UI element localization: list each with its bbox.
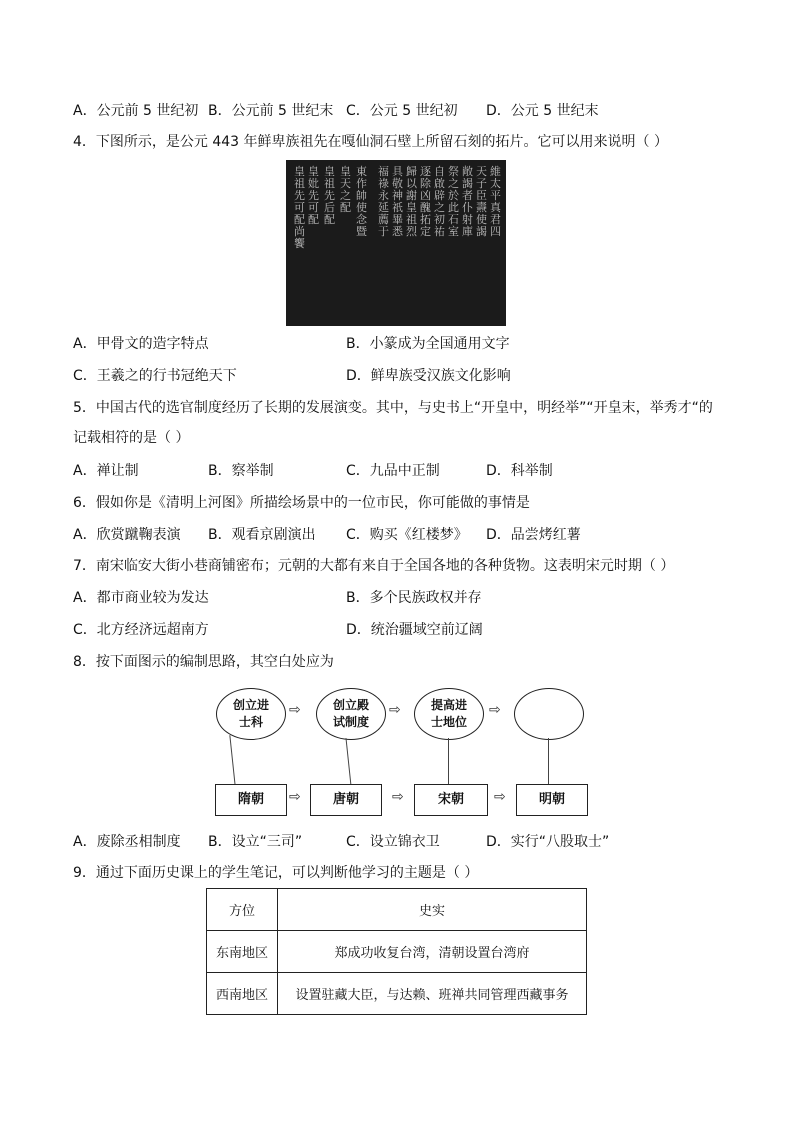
table-header-row — [207, 889, 587, 931]
q4-option-b: B．小篆成为全国通用文字 — [346, 336, 510, 352]
diagram-connector — [448, 738, 449, 786]
diagram-box-ming: 明朝 — [516, 784, 588, 816]
q6-stem: 6．假如你是《清明上河图》所描绘场景中的一位市民，你可能做的事情是 — [73, 495, 530, 511]
arrow-right-icon: ⇨ — [392, 789, 404, 805]
q6-option-b: B．观看京剧演出 — [208, 527, 316, 543]
student-notes-table — [206, 888, 587, 1015]
q7-option-b: B．多个民族政权并存 — [346, 590, 482, 606]
q8-option-c: C．设立锦衣卫 — [346, 834, 440, 850]
diagram-ellipse-3: 提高进士地位 — [414, 688, 484, 740]
q8-option-b: B．设立“三司” — [208, 834, 303, 850]
diagram-connector — [229, 735, 235, 786]
table-header-cell: 方位 — [207, 889, 278, 931]
q9-stem: 9．通过下面历史课上的学生笔记，可以判断他学习的主题是（ ） — [73, 865, 479, 881]
q5-stem-line1: 5．中国古代的选官制度经历了长期的发展演变。其中，与史书上“开皇中，明经举”“开皇末，举秀才“的 — [73, 400, 713, 416]
diagram-ellipse-1: 创立进士科 — [216, 688, 286, 740]
table-cell: 西南地区 — [207, 973, 278, 1015]
q8-option-a: A．废除丞相制度 — [73, 834, 181, 850]
diagram-box-song: 宋朝 — [414, 784, 488, 816]
arrow-right-icon: ⇨ — [289, 789, 301, 805]
q7-stem: 7．南宋临安大街小巷商铺密布；元朝的大都有来自于全国各地的各种货物。这表明宋元时期（ ） — [73, 558, 675, 574]
diagram-connector — [345, 738, 351, 786]
q5-option-a: A．禅让制 — [73, 463, 139, 479]
diagram-box-tang: 唐朝 — [310, 784, 382, 816]
q6-option-c: C．购买《红楼梦》 — [346, 527, 468, 543]
table-cell: 设置驻藏大臣，与达赖、班禅共同管理西藏事务 — [278, 973, 587, 1015]
q6-option-a: A．欣赏蹴鞠表演 — [73, 527, 181, 543]
stone-rubbing-image: 皇祖先可配尚饗 皇妣先可配 皇祖先后配 皇天之配 東作帥使念暨 福祿永延薦于 具敬神祇畢悉 歸以謝皇祖烈 逐除凶醜拓定 自啟辟之初祐 祭之於此石室 敞謁者仆射庫 天子臣燾使謁 維太平真君四 — [286, 160, 506, 326]
arrow-right-icon: ⇨ — [489, 702, 501, 718]
q3-option-c: C．公元 5 世纪初 — [346, 103, 458, 119]
arrow-right-icon: ⇨ — [494, 789, 506, 805]
arrow-right-icon: ⇨ — [289, 702, 301, 718]
q3-option-d: D．公元 5 世纪末 — [486, 103, 599, 119]
table-header-cell: 史实 — [278, 889, 587, 931]
table-cell: 东南地区 — [207, 931, 278, 973]
diagram-connector — [548, 738, 549, 786]
q7-option-d: D．统治疆域空前辽阔 — [346, 622, 483, 638]
q3-option-a: A．公元前 5 世纪初 — [73, 103, 199, 119]
diagram-box-sui: 隋朝 — [215, 784, 287, 816]
table-row — [207, 931, 587, 973]
q7-option-a: A．都市商业较为发达 — [73, 590, 209, 606]
q4-option-a: A．甲骨文的造字特点 — [73, 336, 209, 352]
q5-option-c: C．九品中正制 — [346, 463, 440, 479]
diagram-ellipse-2: 创立殿试制度 — [316, 688, 386, 740]
diagram-ellipse-blank — [514, 688, 584, 740]
table-cell: 郑成功收复台湾，清朝设置台湾府 — [278, 931, 587, 973]
q5-stem-line2: 记载相符的是（ ） — [73, 430, 190, 446]
table-row — [207, 973, 587, 1015]
arrow-right-icon: ⇨ — [389, 702, 401, 718]
q4-option-c: C．王羲之的行书冠绝天下 — [73, 368, 237, 384]
q5-option-d: D．科举制 — [486, 463, 553, 479]
q3-option-b: B．公元前 5 世纪末 — [208, 103, 334, 119]
q4-option-d: D．鲜卑族受汉族文化影响 — [346, 368, 511, 384]
q7-option-c: C．北方经济远超南方 — [73, 622, 209, 638]
q5-option-b: B．察举制 — [208, 463, 274, 479]
q4-stem: 4．下图所示，是公元 443 年鲜卑族祖先在嘎仙洞石壁上所留石刻的拓片。它可以用来说明（ ） — [73, 134, 668, 150]
q8-stem: 8．按下面图示的编制思路，其空白处应为 — [73, 654, 334, 670]
q6-option-d: D．品尝烤红薯 — [486, 527, 581, 543]
q8-option-d: D．实行“八股取士” — [486, 834, 610, 850]
